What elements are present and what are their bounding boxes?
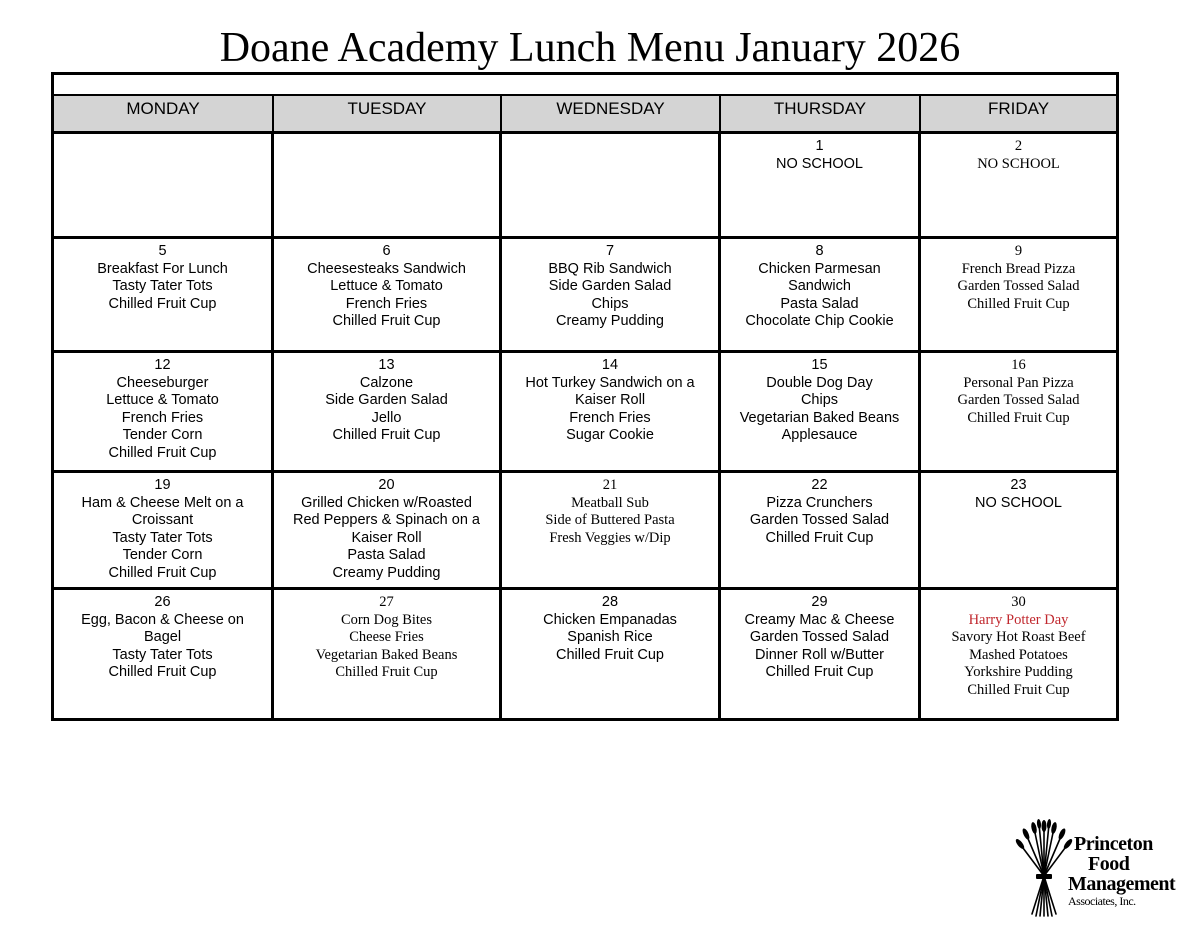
menu-item: Pasta Salad [347, 547, 426, 564]
day-cell [921, 353, 1116, 470]
logo-line: Food [1088, 853, 1130, 875]
menu-item: Yorkshire Pudding [964, 664, 1073, 681]
menu-item: Vegetarian Baked Beans [315, 646, 458, 663]
day-number: 8 [815, 243, 824, 259]
day-number: 12 [154, 357, 171, 373]
day-number: 19 [154, 477, 171, 493]
day-cell [721, 473, 921, 587]
menu-item: Chilled Fruit Cup [967, 409, 1070, 426]
day-cell [274, 134, 502, 236]
menu-item: Side of Buttered Pasta [545, 512, 675, 529]
menu-item: Egg, Bacon & Cheese on [81, 611, 244, 628]
menu-item: Croissant [131, 512, 194, 529]
menu-item: Chilled Fruit Cup [556, 646, 664, 663]
day-cell [274, 473, 502, 587]
day-cell [54, 473, 274, 587]
menu-item: Tasty Tater Tots [112, 529, 213, 546]
day-number: 26 [154, 594, 171, 610]
menu-item: Bagel [143, 629, 182, 646]
menu-item: Cheese Fries [349, 629, 424, 646]
day-cell [502, 473, 721, 587]
day-number: 23 [1010, 477, 1027, 493]
day-cell [274, 353, 502, 470]
day-number: 27 [379, 594, 394, 610]
menu-item: Chilled Fruit Cup [332, 313, 441, 330]
menu-item: NO SCHOOL [974, 494, 1062, 511]
day-number: 9 [1014, 243, 1023, 259]
day-number: 16 [1011, 357, 1026, 373]
menu-item: Applesauce [781, 427, 858, 444]
day-cell [921, 590, 1116, 718]
menu-item: Fresh Veggies w/Dip [549, 529, 671, 546]
week-row-3 [54, 353, 1116, 473]
menu-item: Chilled Fruit Cup [108, 664, 217, 681]
menu-item: Cheeseburger [116, 374, 209, 391]
menu-item: Breakfast For Lunch [97, 260, 228, 277]
day-cell [54, 134, 274, 236]
menu-item: Jello [371, 409, 402, 426]
logo-line: Princeton [1074, 833, 1153, 855]
menu-item: Tender Corn [122, 547, 203, 564]
menu-item: Double Dog Day [766, 374, 873, 391]
header-monday: MONDAY [54, 96, 274, 131]
day-cell [921, 134, 1116, 236]
day-cell [54, 239, 274, 350]
menu-item: Garden Tossed Salad [957, 392, 1080, 409]
header-tuesday: TUESDAY [274, 96, 502, 131]
week-row-2 [54, 239, 1116, 353]
menu-item: Chicken Empanadas [543, 611, 677, 628]
day-number: 15 [811, 357, 828, 373]
day-cell [721, 239, 921, 350]
day-number: 14 [601, 357, 619, 373]
menu-calendar [51, 72, 1119, 721]
menu-item: Chips [591, 295, 629, 312]
day-cell [502, 134, 721, 236]
menu-item: Garden Tossed Salad [749, 512, 890, 529]
menu-item: Ham & Cheese Melt on a [81, 494, 244, 511]
top-strip [54, 75, 1116, 96]
menu-item: Tasty Tater Tots [112, 646, 213, 663]
logo-line: Associates, Inc. [1068, 894, 1136, 908]
menu-item: Chilled Fruit Cup [335, 664, 438, 681]
day-number: 2 [1014, 138, 1023, 154]
day-number: 30 [1011, 594, 1026, 610]
week-row-5 [54, 590, 1116, 718]
menu-item: Sugar Cookie [566, 427, 654, 444]
menu-item: French Fries [121, 409, 204, 426]
day-cell [274, 590, 502, 718]
day-number: 7 [605, 243, 615, 259]
day-cell [721, 134, 921, 236]
week-row-4 [54, 473, 1116, 590]
menu-item: Chicken Parmesan [758, 260, 881, 277]
menu-item: Chilled Fruit Cup [967, 295, 1070, 312]
menu-item: Red Peppers & Spinach on a [292, 512, 480, 529]
menu-item: Chilled Fruit Cup [108, 295, 217, 312]
menu-item: Chocolate Chip Cookie [745, 313, 894, 330]
day-number: 29 [811, 594, 828, 610]
day-number: 1 [815, 138, 824, 154]
menu-item: Garden Tossed Salad [749, 629, 890, 646]
page-title: Doane Academy Lunch Menu January 2026 [219, 25, 961, 71]
menu-item: Creamy Pudding [332, 564, 441, 581]
menu-item: Kaiser Roll [574, 392, 646, 409]
logo-text [1068, 833, 1176, 908]
menu-item: French Fries [345, 295, 428, 312]
day-cell [921, 239, 1116, 350]
day-cell [721, 590, 921, 718]
menu-item: Sandwich [788, 278, 851, 295]
menu-item: BBQ Rib Sandwich [548, 260, 672, 277]
menu-item: Kaiser Roll [351, 529, 422, 546]
menu-item: Chilled Fruit Cup [967, 681, 1070, 698]
company-logo [1014, 816, 1194, 922]
menu-item: Personal Pan Pizza [963, 374, 1074, 391]
day-number: 5 [158, 243, 167, 259]
menu-item: Chilled Fruit Cup [108, 564, 217, 581]
day-cell [921, 473, 1116, 587]
menu-item: Garden Tossed Salad [957, 278, 1080, 295]
menu-item: Creamy Pudding [556, 313, 664, 330]
logo-line: Management [1068, 873, 1176, 895]
menu-item: Corn Dog Bites [340, 611, 433, 628]
menu-item: Lettuce & Tomato [330, 278, 443, 295]
day-number: 21 [602, 477, 618, 493]
menu-item: Mashed Potatoes [969, 646, 1068, 663]
menu-item: Meatball Sub [571, 494, 649, 511]
menu-item: Tender Corn [122, 427, 203, 444]
week-row-1 [54, 134, 1116, 239]
wheat-sheaf-icon [1014, 816, 1074, 922]
menu-item: Grilled Chicken w/Roasted [301, 494, 472, 511]
header-friday: FRIDAY [987, 99, 1050, 118]
menu-item: Spanish Rice [567, 629, 653, 646]
menu-item: Chilled Fruit Cup [108, 444, 217, 461]
weekday-header-row [54, 96, 1116, 134]
day-cell [54, 353, 274, 470]
menu-item: Hot Turkey Sandwich on a [525, 374, 695, 391]
day-cell [502, 239, 721, 350]
menu-item: Creamy Mac & Cheese [744, 611, 895, 628]
menu-item: Side Garden Salad [325, 392, 448, 409]
day-number: 28 [601, 594, 619, 610]
menu-item: French Bread Pizza [961, 260, 1076, 277]
menu-item: NO SCHOOL [775, 155, 863, 172]
day-cell [502, 353, 721, 470]
menu-item: Side Garden Salad [548, 278, 672, 295]
menu-item: Tasty Tater Tots [112, 278, 213, 295]
menu-item: Vegetarian Baked Beans [739, 409, 900, 426]
day-number: 6 [382, 243, 391, 259]
menu-item: Calzone [359, 374, 414, 391]
header-thursday: THURSDAY [721, 96, 921, 131]
menu-item: Chilled Fruit Cup [765, 529, 874, 546]
menu-item: French Fries [569, 409, 651, 426]
day-cell [502, 590, 721, 718]
menu-item: Dinner Roll w/Butter [755, 646, 884, 663]
menu-item: Pasta Salad [780, 295, 859, 312]
menu-item: Pizza Crunchers [766, 494, 873, 511]
day-cell [274, 239, 502, 350]
day-cell [54, 590, 274, 718]
menu-item: Savory Hot Roast Beef [951, 629, 1086, 646]
menu-item: NO SCHOOL [977, 155, 1060, 172]
day-number: 13 [378, 357, 395, 373]
menu-item-highlight: Harry Potter Day [968, 611, 1069, 628]
menu-item: Chilled Fruit Cup [332, 427, 441, 444]
day-number: 20 [378, 477, 395, 493]
header-wednesday: WEDNESDAY [502, 96, 721, 131]
menu-item: Chilled Fruit Cup [765, 664, 874, 681]
menu-item: Lettuce & Tomato [106, 392, 219, 409]
day-cell [721, 353, 921, 470]
day-number: 22 [811, 477, 828, 493]
menu-item: Cheesesteaks Sandwich [307, 260, 466, 277]
menu-item: Chips [800, 392, 839, 409]
